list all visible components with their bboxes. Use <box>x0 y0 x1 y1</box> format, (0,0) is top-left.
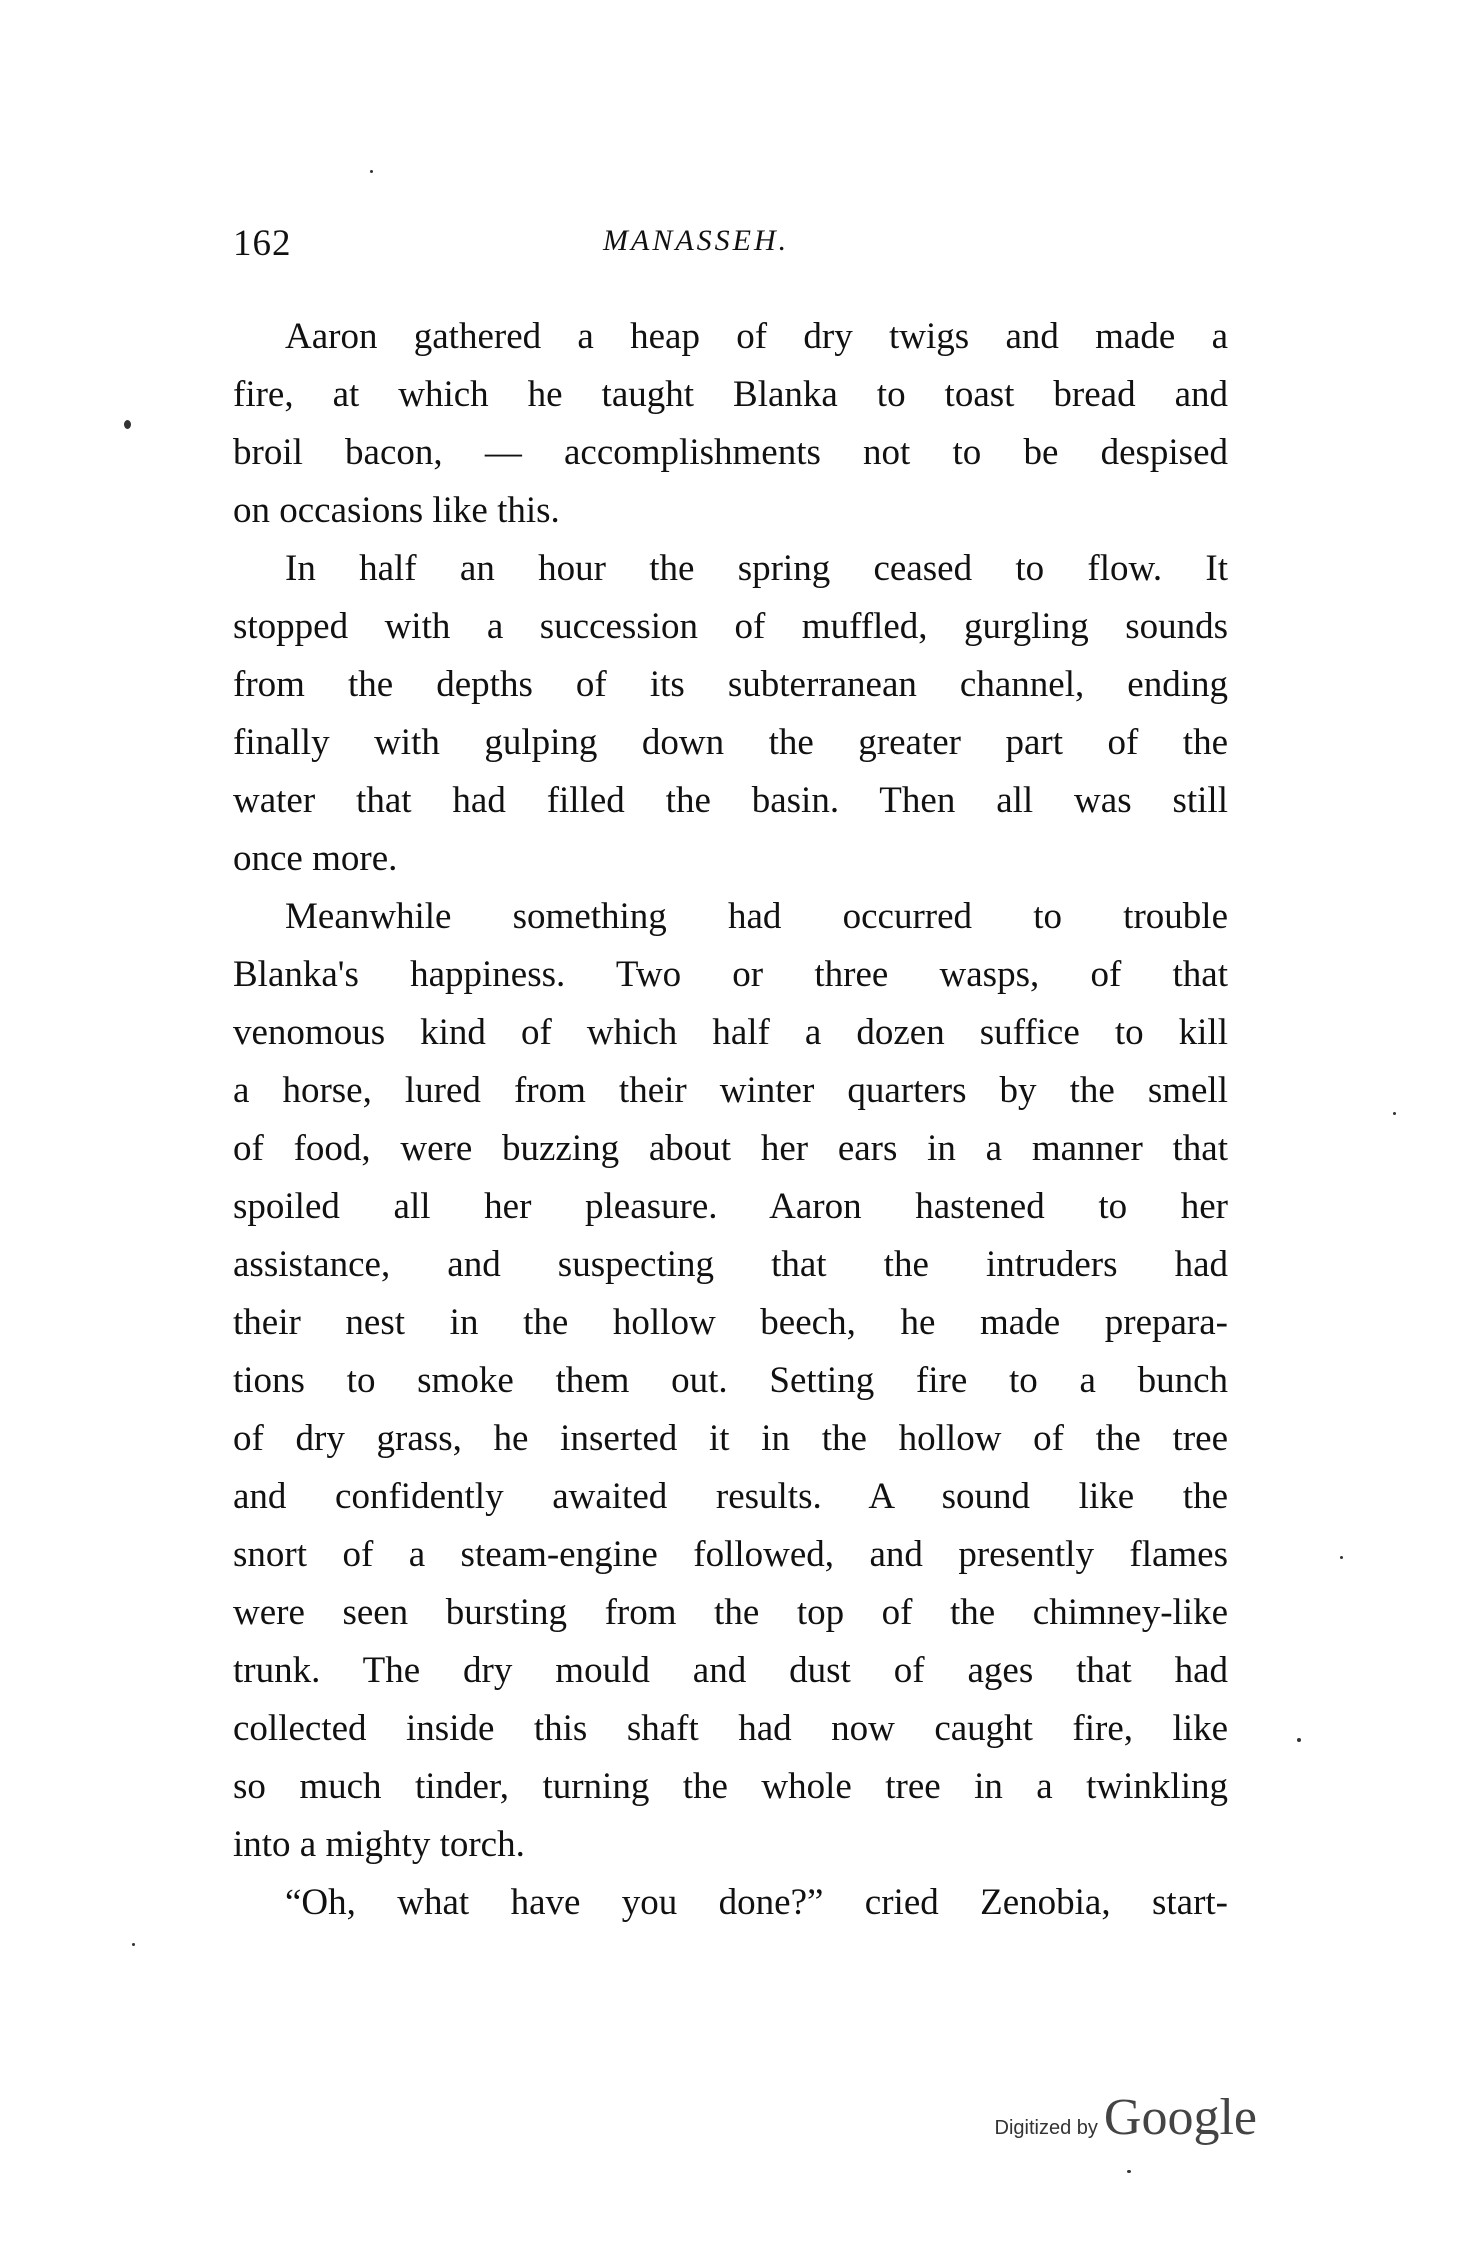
text-line: snort of a steam-engine followed, and presently flames <box>233 1534 1228 1575</box>
scan-speck <box>1393 1112 1396 1115</box>
text-line: and confidently awaited results. A sound like the <box>233 1476 1228 1517</box>
text-line: once more. <box>233 838 398 879</box>
text-line: a horse, lured from their winter quarters by the smell <box>233 1070 1228 1111</box>
scan-speck <box>132 1943 135 1946</box>
digitized-watermark <box>995 2088 1257 2147</box>
text-line: finally with gulping down the greater part of the <box>233 722 1228 763</box>
text-line: into a mighty torch. <box>233 1824 525 1865</box>
text-line: trunk. The dry mould and dust of ages that had <box>233 1650 1228 1691</box>
text-line: of food, were buzzing about her ears in a manner that <box>233 1128 1228 1169</box>
scan-speck <box>1297 1738 1301 1742</box>
text-line: venomous kind of which half a dozen suffice to kill <box>233 1012 1228 1053</box>
text-line: Meanwhile something had occurred to trouble <box>285 896 1228 937</box>
text-line: collected inside this shaft had now caught fire, like <box>233 1708 1228 1749</box>
text-line: spoiled all her pleasure. Aaron hastened to her <box>233 1186 1228 1227</box>
text-line: Blanka's happiness. Two or three wasps, of that <box>233 954 1228 995</box>
text-line: so much tinder, turning the whole tree in a twinkling <box>233 1766 1228 1807</box>
running-head: MANASSEH. <box>603 224 790 257</box>
google-logo: Google <box>1103 2089 1257 2146</box>
scan-speck <box>1340 1556 1343 1559</box>
page-number: 162 <box>233 223 292 264</box>
digitized-label: Digitized by <box>994 2117 1098 2139</box>
page-header <box>233 222 1228 272</box>
text-line: from the depths of its subterranean channel, ending <box>233 664 1228 705</box>
text-line: assistance, and suspecting that the intruders had <box>233 1244 1228 1285</box>
text-line: In half an hour the spring ceased to flow. It <box>285 548 1228 589</box>
scan-speck <box>1127 2170 1131 2173</box>
text-line: water that had filled the basin. Then all was still <box>233 780 1228 821</box>
body-text <box>233 308 1228 1932</box>
scan-speck <box>370 170 373 173</box>
text-line: on occasions like this. <box>233 490 560 531</box>
scan-speck <box>124 420 131 429</box>
text-line: stopped with a succession of muffled, gurgling sounds <box>233 606 1228 647</box>
text-line: broil bacon, — accomplishments not to be despised <box>233 432 1228 473</box>
text-line: tions to smoke them out. Setting fire to a bunch <box>233 1360 1228 1401</box>
text-line: “Oh, what have you done?” cried Zenobia, start- <box>285 1882 1228 1923</box>
text-line: fire, at which he taught Blanka to toast bread and <box>233 374 1228 415</box>
text-line: their nest in the hollow beech, he made prepara- <box>233 1302 1228 1343</box>
text-line: of dry grass, he inserted it in the hollow of the tree <box>233 1418 1228 1459</box>
text-line: were seen bursting from the top of the chimney-like <box>233 1592 1228 1633</box>
text-line: Aaron gathered a heap of dry twigs and made a <box>285 316 1228 357</box>
